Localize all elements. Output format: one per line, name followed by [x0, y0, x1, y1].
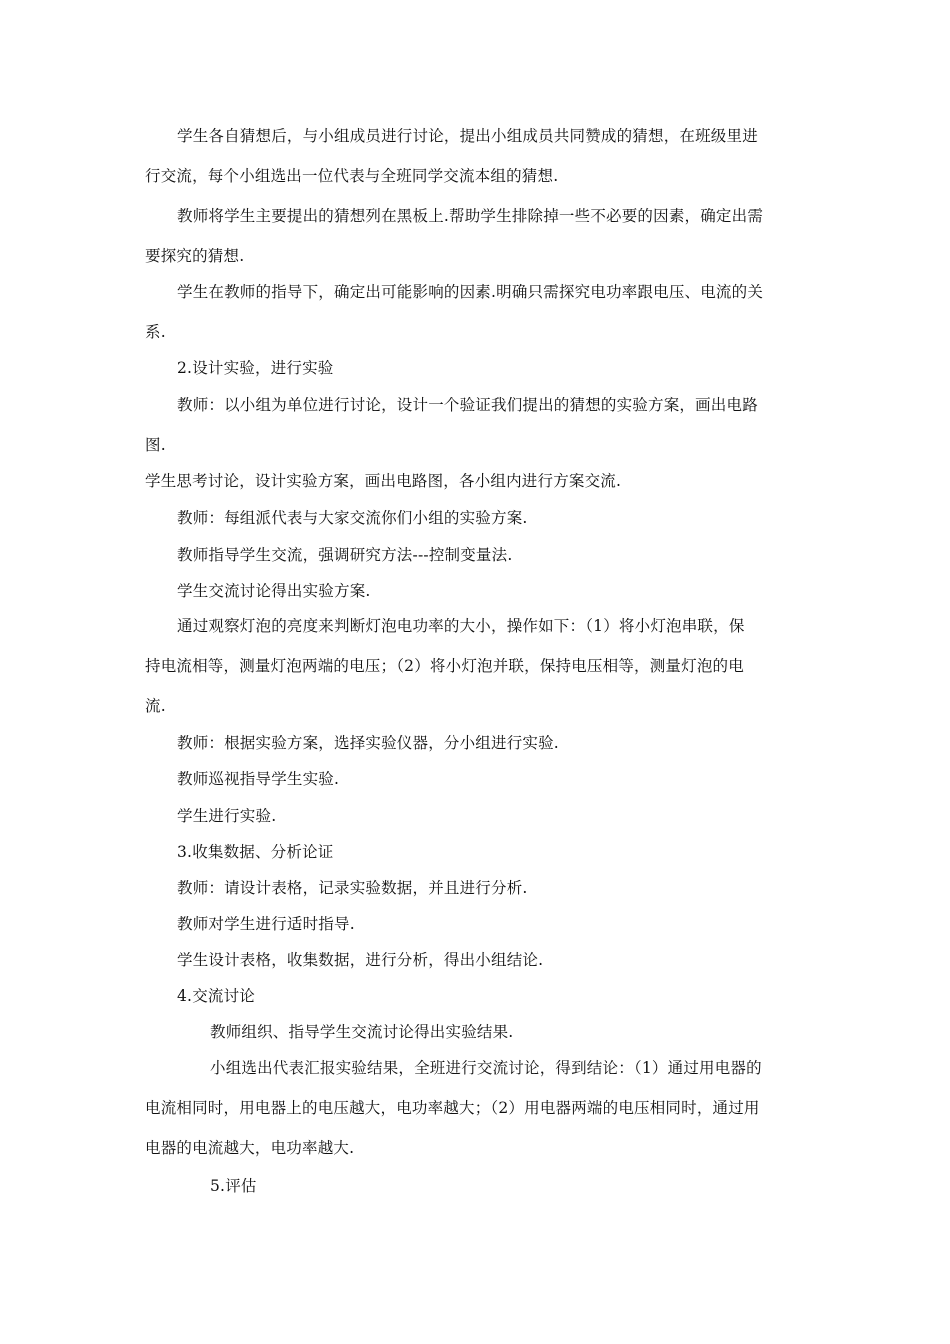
paragraph-line: 持电流相等，测量灯泡两端的电压；（2）将小灯泡并联，保持电压相等，测量灯泡的电 — [145, 657, 744, 675]
paragraph: 学生设计表格，收集数据，进行分析，得出小组结论. — [177, 951, 544, 969]
paragraph-line: 小组选出代表汇报实验结果，全班进行交流讨论，得到结论：（1）通过用电器的 — [210, 1059, 762, 1077]
paragraph: 教师组织、指导学生交流讨论得出实验结果. — [210, 1023, 514, 1041]
paragraph-line: 教师：以小组为单位进行讨论，设计一个验证我们提出的猜想的实验方案，画出电路 — [177, 396, 758, 414]
paragraph-line: 行交流，每个小组选出一位代表与全班同学交流本组的猜想. — [145, 167, 559, 185]
paragraph: 教师：请设计表格，记录实验数据，并且进行分析. — [177, 879, 528, 897]
paragraph: 教师指导学生交流，强调研究方法---控制变量法. — [177, 546, 513, 564]
paragraph-line: 学生在教师的指导下，确定出可能影响的因素.明确只需探究电功率跟电压、电流的关 — [177, 283, 764, 301]
paragraph: 教师：每组派代表与大家交流你们小组的实验方案. — [177, 509, 528, 527]
paragraph — [145, 116, 758, 196]
paragraph: 学生进行实验. — [177, 807, 277, 825]
paragraph: 学生交流讨论得出实验方案. — [177, 582, 371, 600]
paragraph: 教师对学生进行适时指导. — [177, 915, 355, 933]
paragraph-line: 图. — [145, 436, 166, 454]
paragraph-line: 流. — [145, 697, 166, 715]
paragraph: 教师巡视指导学生实验. — [177, 770, 340, 788]
paragraph-line: 教师将学生主要提出的猜想列在黑板上.帮助学生排除掉一些不必要的因素，确定出需 — [177, 207, 764, 225]
paragraph — [145, 196, 763, 276]
paragraph: 教师：根据实验方案，选择实验仪器，分小组进行实验. — [177, 734, 559, 752]
paragraph — [145, 385, 758, 465]
paragraph — [145, 1048, 762, 1168]
paragraph — [145, 606, 745, 726]
paragraph-line: 学生各自猜想后，与小组成员进行讨论，提出小组成员共同赞成的猜想，在班级里进 — [177, 127, 758, 145]
paragraph — [145, 272, 763, 352]
paragraph-line: 电流相同时，用电器上的电压越大，电功率越大；（2）用电器两端的电压相同时，通过用 — [145, 1099, 760, 1117]
section-heading: 4.交流讨论 — [177, 987, 255, 1005]
section-heading: 5.评估 — [210, 1177, 257, 1195]
paragraph-line: 系. — [145, 323, 166, 341]
section-heading: 2.设计实验，进行实验 — [177, 359, 334, 377]
paragraph-line: 要探究的猜想. — [145, 247, 245, 265]
paragraph: 学生思考讨论，设计实验方案，画出电路图，各小组内进行方案交流. — [145, 472, 622, 490]
paragraph-line: 电器的电流越大，电功率越大. — [145, 1139, 355, 1157]
paragraph-line: 通过观察灯泡的亮度来判断灯泡电功率的大小，操作如下：（1）将小灯泡串联，保 — [177, 617, 745, 635]
section-heading: 3.收集数据、分析论证 — [177, 843, 334, 861]
